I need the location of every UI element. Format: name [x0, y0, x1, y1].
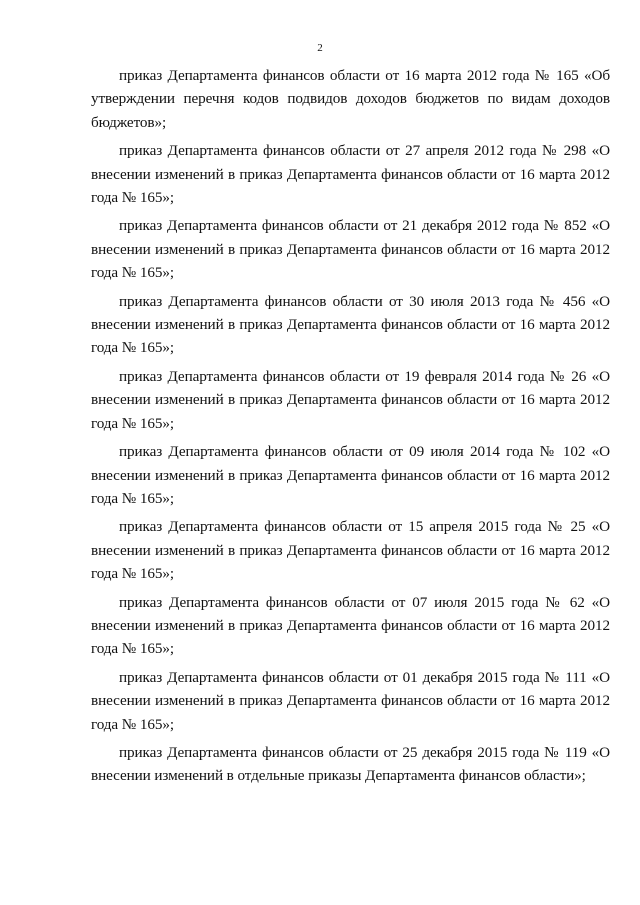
order-paragraph: приказ Департамента финансов области от 01 декабря 2015 года № 111 «О внесении изменений в приказ Департамента финансов области от 16 марта 2012 года № 165»;	[91, 668, 610, 733]
order-paragraph: приказ Департамента финансов области от 07 июля 2015 года № 62 «О внесении изменений в приказ Департамента финансов области от 16 марта 2012 года № 165»;	[91, 593, 610, 658]
document-body	[91, 64, 610, 793]
order-paragraph: приказ Департамента финансов области от 21 декабря 2012 года № 852 «О внесении изменений в приказ Департамента финансов области от 16 марта 2012 года № 165»;	[91, 217, 610, 282]
order-paragraph: приказ Департамента финансов области от 27 апреля 2012 года № 298 «О внесении изменений в приказ Департамента финансов области от 16 марта 2012 года № 165»;	[91, 142, 610, 207]
order-paragraph: приказ Департамента финансов области от 19 февраля 2014 года № 26 «О внесении изменений в приказ Департамента финансов области от 16 марта 2012 года № 165»;	[91, 367, 610, 432]
order-paragraph: приказ Департамента финансов области от 09 июля 2014 года № 102 «О внесении изменений в приказ Департамента финансов области от 16 марта 2012 года № 165»;	[91, 443, 610, 507]
order-paragraph: приказ Департамента финансов области от 30 июля 2013 года № 456 «О внесении изменений в приказ Департамента финансов области от 16 марта 2012 года № 165»;	[91, 292, 610, 357]
order-paragraph: приказ Департамента финансов области от 25 декабря 2015 года № 119 «О внесении изменений в отдельные приказы Департамента финансов области»;	[91, 743, 610, 785]
order-paragraph: приказ Департамента финансов области от 15 апреля 2015 года № 25 «О внесении изменений в приказ Департамента финансов области от 16 марта 2012 года № 165»;	[91, 518, 610, 583]
page-number: 2	[317, 42, 323, 54]
order-paragraph: приказ Департамента финансов области от 16 марта 2012 года № 165 «Об утверждении перечня кодов подвидов доходов бюджетов по видам доходов бюджетов»;	[91, 67, 610, 131]
